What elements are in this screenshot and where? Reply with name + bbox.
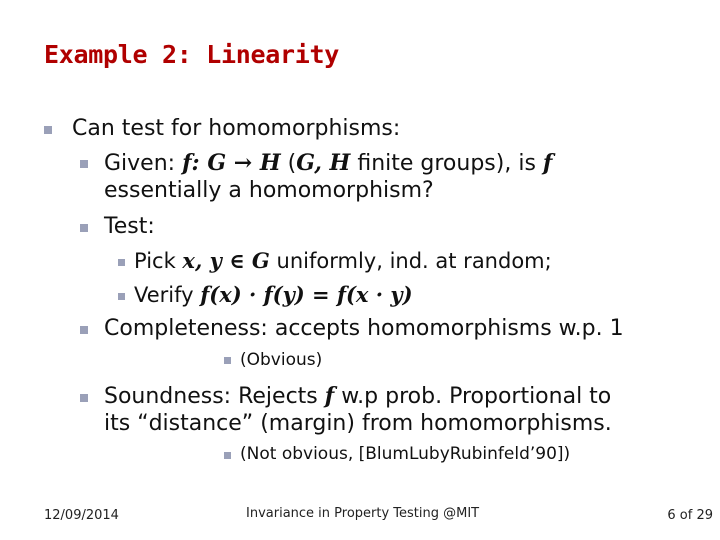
bullet-icon — [80, 224, 88, 232]
verify-math: f(x) · f(y) = f(x · y) — [200, 282, 413, 307]
verify-prefix: Verify — [134, 283, 201, 307]
pick-math: x, y ∈ G — [182, 248, 270, 273]
bullet-given — [104, 149, 552, 178]
footer-page-number: 6 of 29 — [667, 508, 713, 523]
bullet-pick — [134, 247, 552, 275]
soundness-math: f — [324, 383, 335, 409]
footer-date: 12/09/2014 — [44, 508, 119, 523]
bullet-homomorphisms — [72, 115, 400, 143]
soundness-prefix: Soundness: Rejects — [104, 384, 325, 409]
test-label: Test: — [104, 214, 155, 239]
bullet-icon — [80, 160, 88, 168]
bullet-given-line2 — [104, 177, 434, 205]
bullet-icon — [80, 394, 88, 402]
bullet-icon — [44, 126, 52, 134]
given-prefix: Given: — [104, 151, 183, 176]
given-math-f: f — [542, 150, 553, 176]
bullet-soundness — [104, 382, 611, 411]
bullet-completeness — [104, 315, 624, 343]
bullet-not-obvious — [240, 443, 570, 465]
bullet-soundness-line2 — [104, 410, 612, 438]
bullet-icon — [224, 357, 231, 364]
bullet-icon — [118, 259, 125, 266]
soundness-suffix: w.p prob. Proportional to — [334, 384, 612, 409]
bullet-text: Can test for homomorphisms: — [72, 116, 401, 141]
bullet-test — [104, 213, 155, 241]
completeness-text: Completeness: accepts homomorphisms w.p. 1 — [104, 316, 624, 341]
not-obvious-text: (Not obvious, [BlumLubyRubinfeld’90]) — [240, 444, 571, 464]
pick-suffix: uniformly, ind. at random; — [269, 249, 552, 273]
obvious-text: (Obvious) — [240, 350, 323, 370]
page-title: Example 2: Linearity — [44, 40, 340, 69]
given-math-groups: G, H — [296, 150, 351, 176]
bullet-icon — [80, 326, 88, 334]
pick-prefix: Pick — [134, 249, 183, 273]
given-line2: essentially a homomorphism? — [104, 178, 434, 203]
given-math-function: f: G → H — [182, 150, 281, 176]
bullet-obvious — [240, 349, 322, 371]
bullet-icon — [118, 293, 125, 300]
soundness-line2: its “distance” (margin) from homomorphisms. — [104, 411, 612, 436]
bullet-verify — [134, 281, 413, 309]
given-mid: ( — [280, 151, 297, 176]
footer-title: Invariance in Property Testing @MIT — [246, 506, 480, 521]
bullet-icon — [224, 452, 231, 459]
given-suffix: finite groups), is — [350, 151, 543, 176]
